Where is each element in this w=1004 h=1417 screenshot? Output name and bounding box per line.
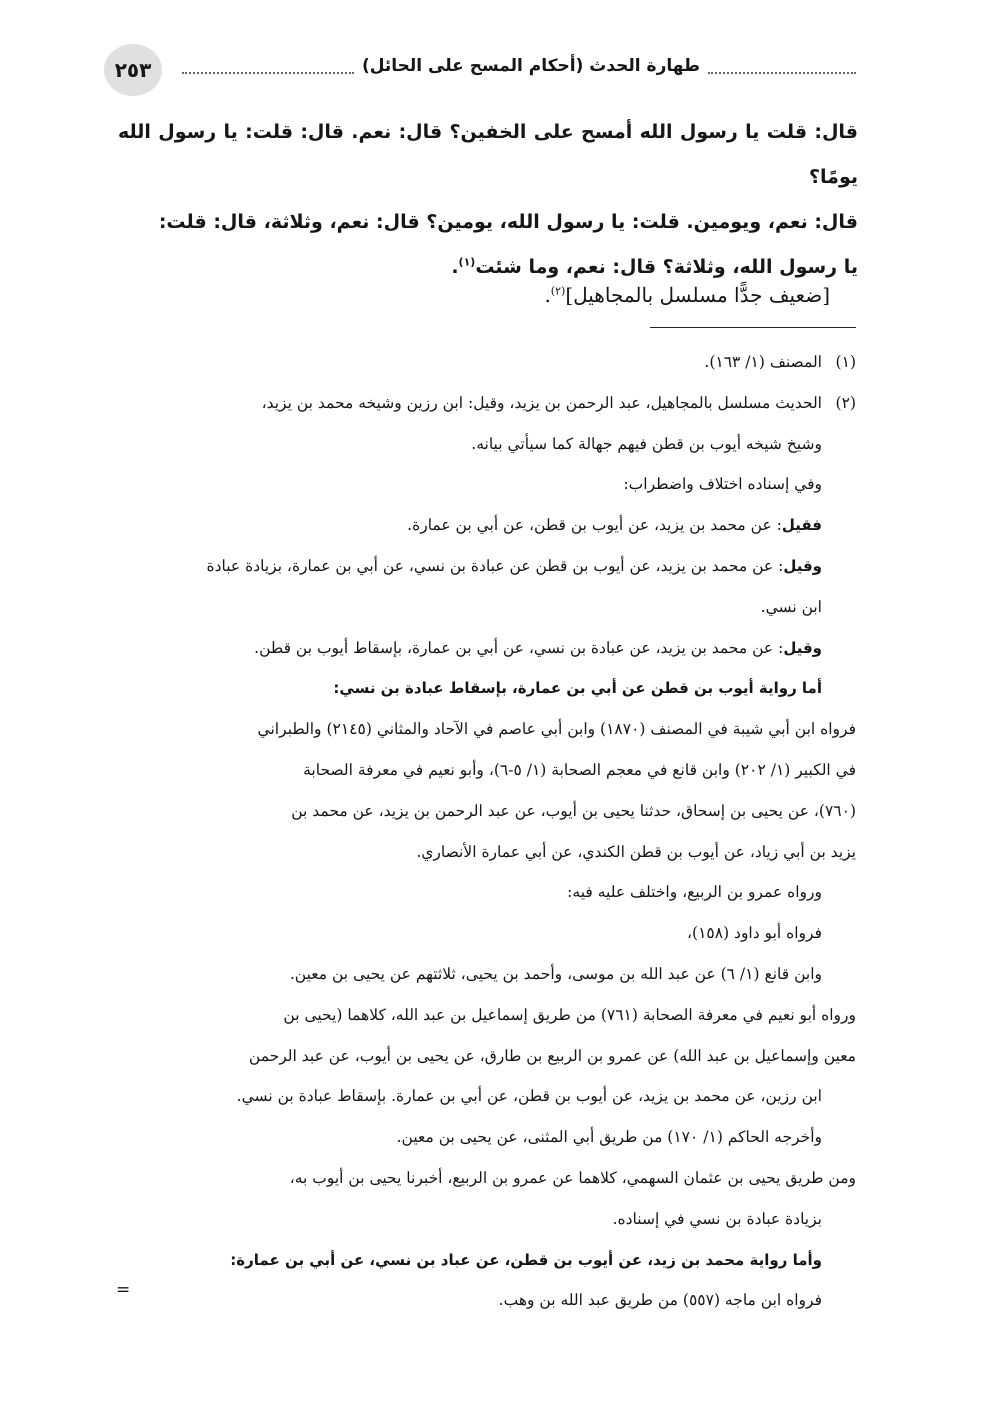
footnote-line: يزيد بن أبي زياد، عن أيوب بن قطن الكندي، عن أبي عمارة الأنصاري. — [416, 842, 856, 861]
running-header — [104, 44, 856, 96]
leader-dots-left — [182, 58, 354, 74]
footnote-line: الحديث مسلسل بالمجاهيل، عبد الرحمن بن يزيد، وقيل: ابن رزين وشيخه محمد بن يزيد، — [261, 393, 822, 412]
continuation-mark: = — [116, 1280, 131, 1300]
footnote-line: ومن طريق يحيى بن عثمان السهمي، كلاهما عن عمرو بن الربيع، أخبرنا يحيى بن أيوب به، — [289, 1168, 856, 1187]
section-heading: أما رواية أيوب بن قطن عن أبي بن عمارة، بإسقاط عبادة بن نسي: — [333, 679, 822, 698]
footnote-number: (١) — [835, 353, 856, 371]
leader-dots-right — [708, 58, 856, 74]
hadith-line: قال: قلت يا رسول الله أمسح على الخفين؟ قال: نعم. قال: قلت: يا رسول الله يومًا؟ — [118, 121, 858, 188]
footnote-line: وابن قانع (١/ ٦) عن عبد الله بن موسى، وأحمد بن يحيى، ثلاثتهم عن يحيى بن معين. — [289, 964, 822, 983]
footnote-line: ورواه عمرو بن الربيع، واختلف عليه فيه: — [567, 883, 822, 902]
running-title-row — [174, 56, 856, 76]
footnote-1 — [118, 342, 856, 383]
footnote-line: وأخرجه الحاكم (١/ ١٧٠) من طريق أبي المثنى، عن يحيى بن معين. — [396, 1128, 822, 1147]
footnote-line: ابن رزين، عن محمد بن يزيد، عن أيوب بن قطن، عن أبي بن عمارة. بإسقاط عبادة بن نسي. — [236, 1087, 822, 1106]
footnote-ref[interactable]: (١) — [458, 255, 476, 269]
chain-variant: فقيل: عن محمد بن يزيد، عن أيوب بن قطن، عن أبي بن عمارة. — [407, 516, 822, 535]
page-number: ٢٥٣ — [104, 44, 162, 96]
footnote-number: (٢) — [835, 393, 856, 412]
footnote-line: وفي إسناده اختلاف واضطراب: — [623, 475, 822, 494]
footnote-line: (٧٦٠)، عن يحيى بن إسحاق، حدثنا يحيى بن أيوب، عن عبد الرحمن بن يزيد، عن محمد بن — [291, 801, 856, 820]
hadith-text — [118, 110, 858, 290]
footnote-line: فرواه ابن ماجه (٥٥٧) من طريق عبد الله بن وهب. — [498, 1291, 822, 1310]
hadith-line: قال: نعم، ويومين. قلت: يا رسول الله، يومين؟ قال: نعم، وثلاثة، قال: قلت: — [158, 211, 858, 233]
footnote-line: فرواه ابن أبي شيبة في المصنف (١٨٧٠) وابن أبي عاصم في الآحاد والمثاني (٢١٤٥) والطبراني — [257, 720, 856, 739]
footnote-line: في الكبير (١/ ٢٠٢) وابن قانع في معجم الصحابة (١/ ٥-٦)، وأبو نعيم في معرفة الصحابة — [303, 760, 856, 779]
footnote-line: ابن نسي. — [760, 597, 822, 616]
footnote-line: فرواه أبو داود (١٥٨)، — [687, 924, 822, 943]
chain-variant: وقيل: عن محمد بن يزيد، عن أيوب بن قطن عن عبادة بن نسي، عن أبي بن عمارة، بزيادة عبادة — [206, 556, 822, 575]
grading-verdict: [ضعيف جدًّا مسلسل بالمجاهيل]$^{(٢)}$. — [544, 283, 830, 307]
section-heading: وأما رواية محمد بن زيد، عن أيوب بن قطن، عن عباد بن نسي، عن أبي بن عمارة: — [230, 1250, 822, 1269]
footnote-line: معين وإسماعيل بن عبد الله) عن عمرو بن الربيع بن طارق، عن يحيى بن أيوب، عن عبد الرحمن — [248, 1046, 856, 1065]
footnotes — [118, 342, 856, 1321]
hadith-line: يا رسول الله، وثلاثة؟ قال: نعم، وما شئت$^{(١)}$. — [451, 255, 858, 278]
running-title: طهارة الحدث (أحكام المسح على الحائل) — [361, 56, 700, 76]
footnote-text: المصنف (١/ ١٦٣). — [704, 353, 822, 371]
footnote-ref[interactable]: (٢) — [550, 284, 566, 298]
footnote-line: ورواه أبو نعيم في معرفة الصحابة (٧٦١) من طريق إسماعيل بن عبد الله، كلاهما (يحيى بن — [283, 1005, 856, 1024]
footnote-line: بزيادة عبادة بن نسي في إسناده. — [612, 1209, 822, 1228]
footnote-line: وشيخ شيخه أيوب بن قطن فيهم جهالة كما سيأتي بيانه. — [471, 434, 822, 453]
footnote-separator — [650, 327, 856, 328]
chain-variant: وقيل: عن محمد بن يزيد، عن عبادة بن نسي، عن أبي بن عمارة، بإسقاط أيوب بن قطن. — [254, 638, 822, 657]
footnote-2 — [118, 383, 856, 709]
